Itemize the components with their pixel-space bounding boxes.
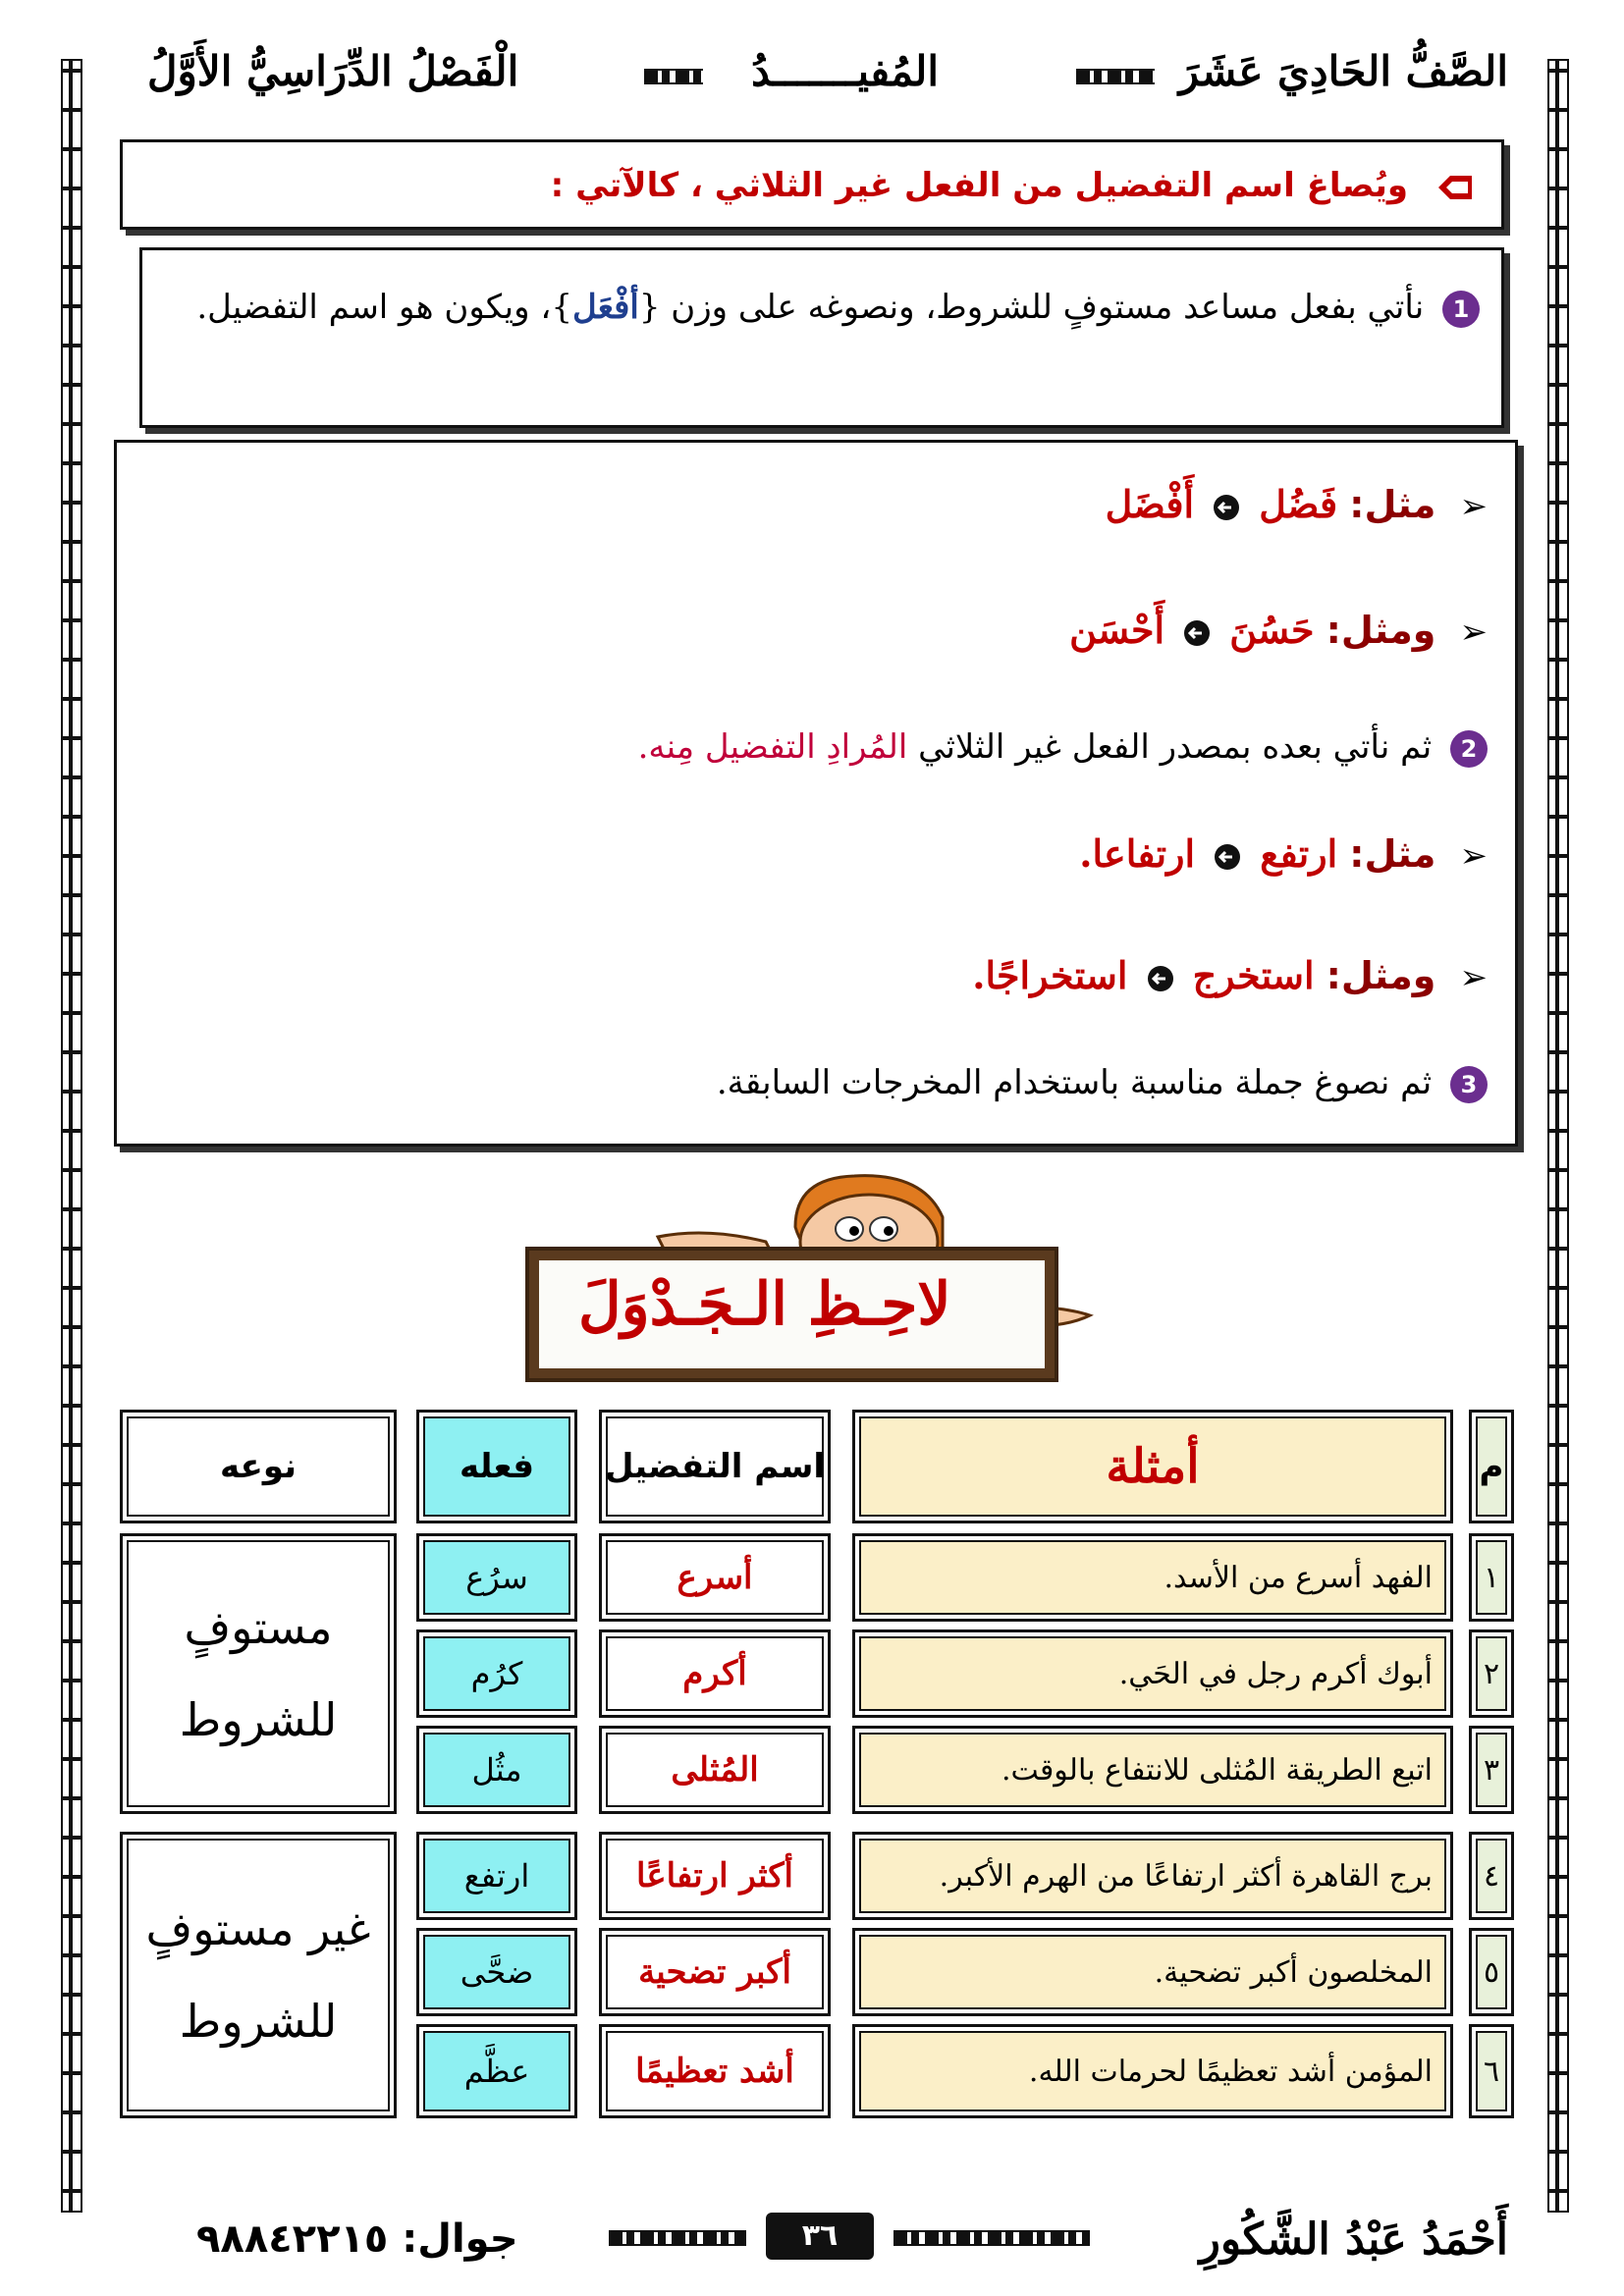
step1-box [139,247,1504,428]
header-type: نوعه [120,1410,397,1523]
table-row-ism: أكرم [599,1629,831,1718]
triangle-bullet-icon: ➢ [1459,836,1488,876]
table-row-m: ٣ [1469,1726,1514,1814]
table-row-fi3l: ضحَّى [416,1928,577,2016]
table-row-example: برج القاهرة أكثر ارتفاعًا من الهرم الأكبر. [852,1832,1453,1920]
header-ornament [1076,69,1155,84]
page-header [79,29,1547,108]
author-name: أَحْمَدُ عَبْدُ الشَّكُورِ [1199,2215,1508,2265]
step3-line [717,1063,1488,1103]
triangle-bullet-icon: ➢ [1459,958,1488,997]
example-result: ارتفاعا. [1079,831,1196,876]
step1-post: }، ويكون هو اسم التفضيل. [196,288,572,327]
step1-pre: نأتي بفعل مساعد مستوفٍ للشروط، ونصوغه على وزن { [638,288,1425,327]
example-line [1079,831,1488,876]
table-row-m: ٥ [1469,1928,1514,2016]
table-row-ism: أشد تعظيمًا [599,2024,831,2118]
table-row-ism: أسرع [599,1533,831,1622]
step1-weight: أفْعَل [571,288,639,327]
example-verb: استخرج [1192,953,1315,997]
table-row-ism: المُثلى [599,1726,831,1814]
example-verb: حَسُنَ [1229,608,1315,652]
step3-text: ثم نصوغ جملة مناسبة باستخدام المخرجات السابقة. [716,1063,1433,1102]
footer-ornament [893,2230,1090,2246]
step1-text [164,272,1480,343]
table-row-m: ٢ [1469,1629,1514,1718]
step2-pre: ثم نأتي بعده بمصدر الفعل غير الثلاثي [907,727,1433,767]
step-number-badge: 3 [1450,1066,1488,1103]
header-grade: الصَّفُّ الحَادِيَ عَشَرَ [1178,47,1508,95]
page-border-right [1547,59,1569,2213]
header-m: م [1469,1410,1514,1523]
table-row-m: ٤ [1469,1832,1514,1920]
triangle-bullet-icon: ➢ [1459,487,1488,526]
type-line: غير مستوفٍ [145,1902,371,1955]
type-line: للشروط [179,1693,338,1746]
type-group [120,1832,397,2118]
table-row-m: ١ [1469,1533,1514,1622]
rule-title: ويُصاغ اسم التفضيل من الفعل غير الثلاثي ، كالآتي : [550,166,1408,205]
table-row-fi3l: كرُم [416,1629,577,1718]
table-row-example: الفهد أسرع من الأسد. [852,1533,1453,1622]
header-term: الْفَصْلُ الدِّرَاسِيُّ الأَوَّلُ [147,47,519,95]
phone-number: جوال: ٩٨٨٤٢٢١٥ [196,2216,518,2262]
table-row-example: اتبع الطريقة المُثلى للانتفاع بالوقت. [852,1726,1453,1814]
header-examples: أمثلة [852,1410,1453,1523]
header-ism: اسم التفضيل [599,1410,831,1523]
example-label: ومثل: [1326,954,1436,997]
type-group [120,1533,397,1814]
examples-box [114,440,1518,1147]
arrow-left-icon [1212,493,1241,522]
table-row-example: المخلصون أكبر تضحية. [852,1928,1453,2016]
step-number-badge: 2 [1450,730,1488,768]
arrow-left-icon [1182,618,1212,648]
example-label: مثل: [1349,483,1436,526]
page-border-left [61,59,82,2213]
step-number-badge: 1 [1442,291,1480,328]
type-line: مستوفٍ [184,1601,333,1654]
step2-line [638,727,1488,768]
table-row-m: ٦ [1469,2024,1514,2118]
example-verb: ارتفع [1260,831,1338,876]
table-row-fi3l: سرُع [416,1533,577,1622]
example-line [1106,482,1488,526]
table-row-example: أبوك أكرم رجل في الحَي. [852,1629,1453,1718]
header-ornament [644,69,703,84]
type-line: للشروط [179,1995,338,2048]
header-fi3l: فعله [416,1410,577,1523]
arrow-left-icon [1146,964,1175,993]
page-footer [79,2211,1547,2279]
header-book: المُفيـــــــدُ [751,47,939,95]
example-line [972,953,1488,997]
arrow-left-icon [1435,170,1474,205]
example-result: أَفْضَل [1105,482,1195,526]
rule-title-box [120,139,1504,230]
triangle-bullet-icon: ➢ [1459,613,1488,652]
example-result: أَحْسَن [1069,608,1165,652]
table-row-ism: أكثر ارتفاعًا [599,1832,831,1920]
table-row-ism: أكبر تضحية [599,1928,831,2016]
arrow-left-icon [1213,842,1242,872]
table-row-fi3l: عظَّم [416,2024,577,2118]
example-label: ومثل: [1326,609,1436,652]
table-row-fi3l: ارتفع [416,1832,577,1920]
notice-banner [525,1247,1058,1382]
step2-highlight: المُرادِ التفضيل مِنه. [637,727,908,767]
table-row-fi3l: مثُل [416,1726,577,1814]
footer-ornament [609,2230,746,2246]
example-label: مثل: [1349,832,1436,876]
banner-text: لاحِـظِ الـجَـدْوَلَ [578,1270,951,1339]
example-result: استخراجًا. [972,953,1128,997]
page-number: ٣٦ [766,2213,874,2260]
example-line [1069,608,1488,652]
example-verb: فَضُل [1259,482,1338,526]
table-row-example: المؤمن أشد تعظيمًا لحرمات الله. [852,2024,1453,2118]
